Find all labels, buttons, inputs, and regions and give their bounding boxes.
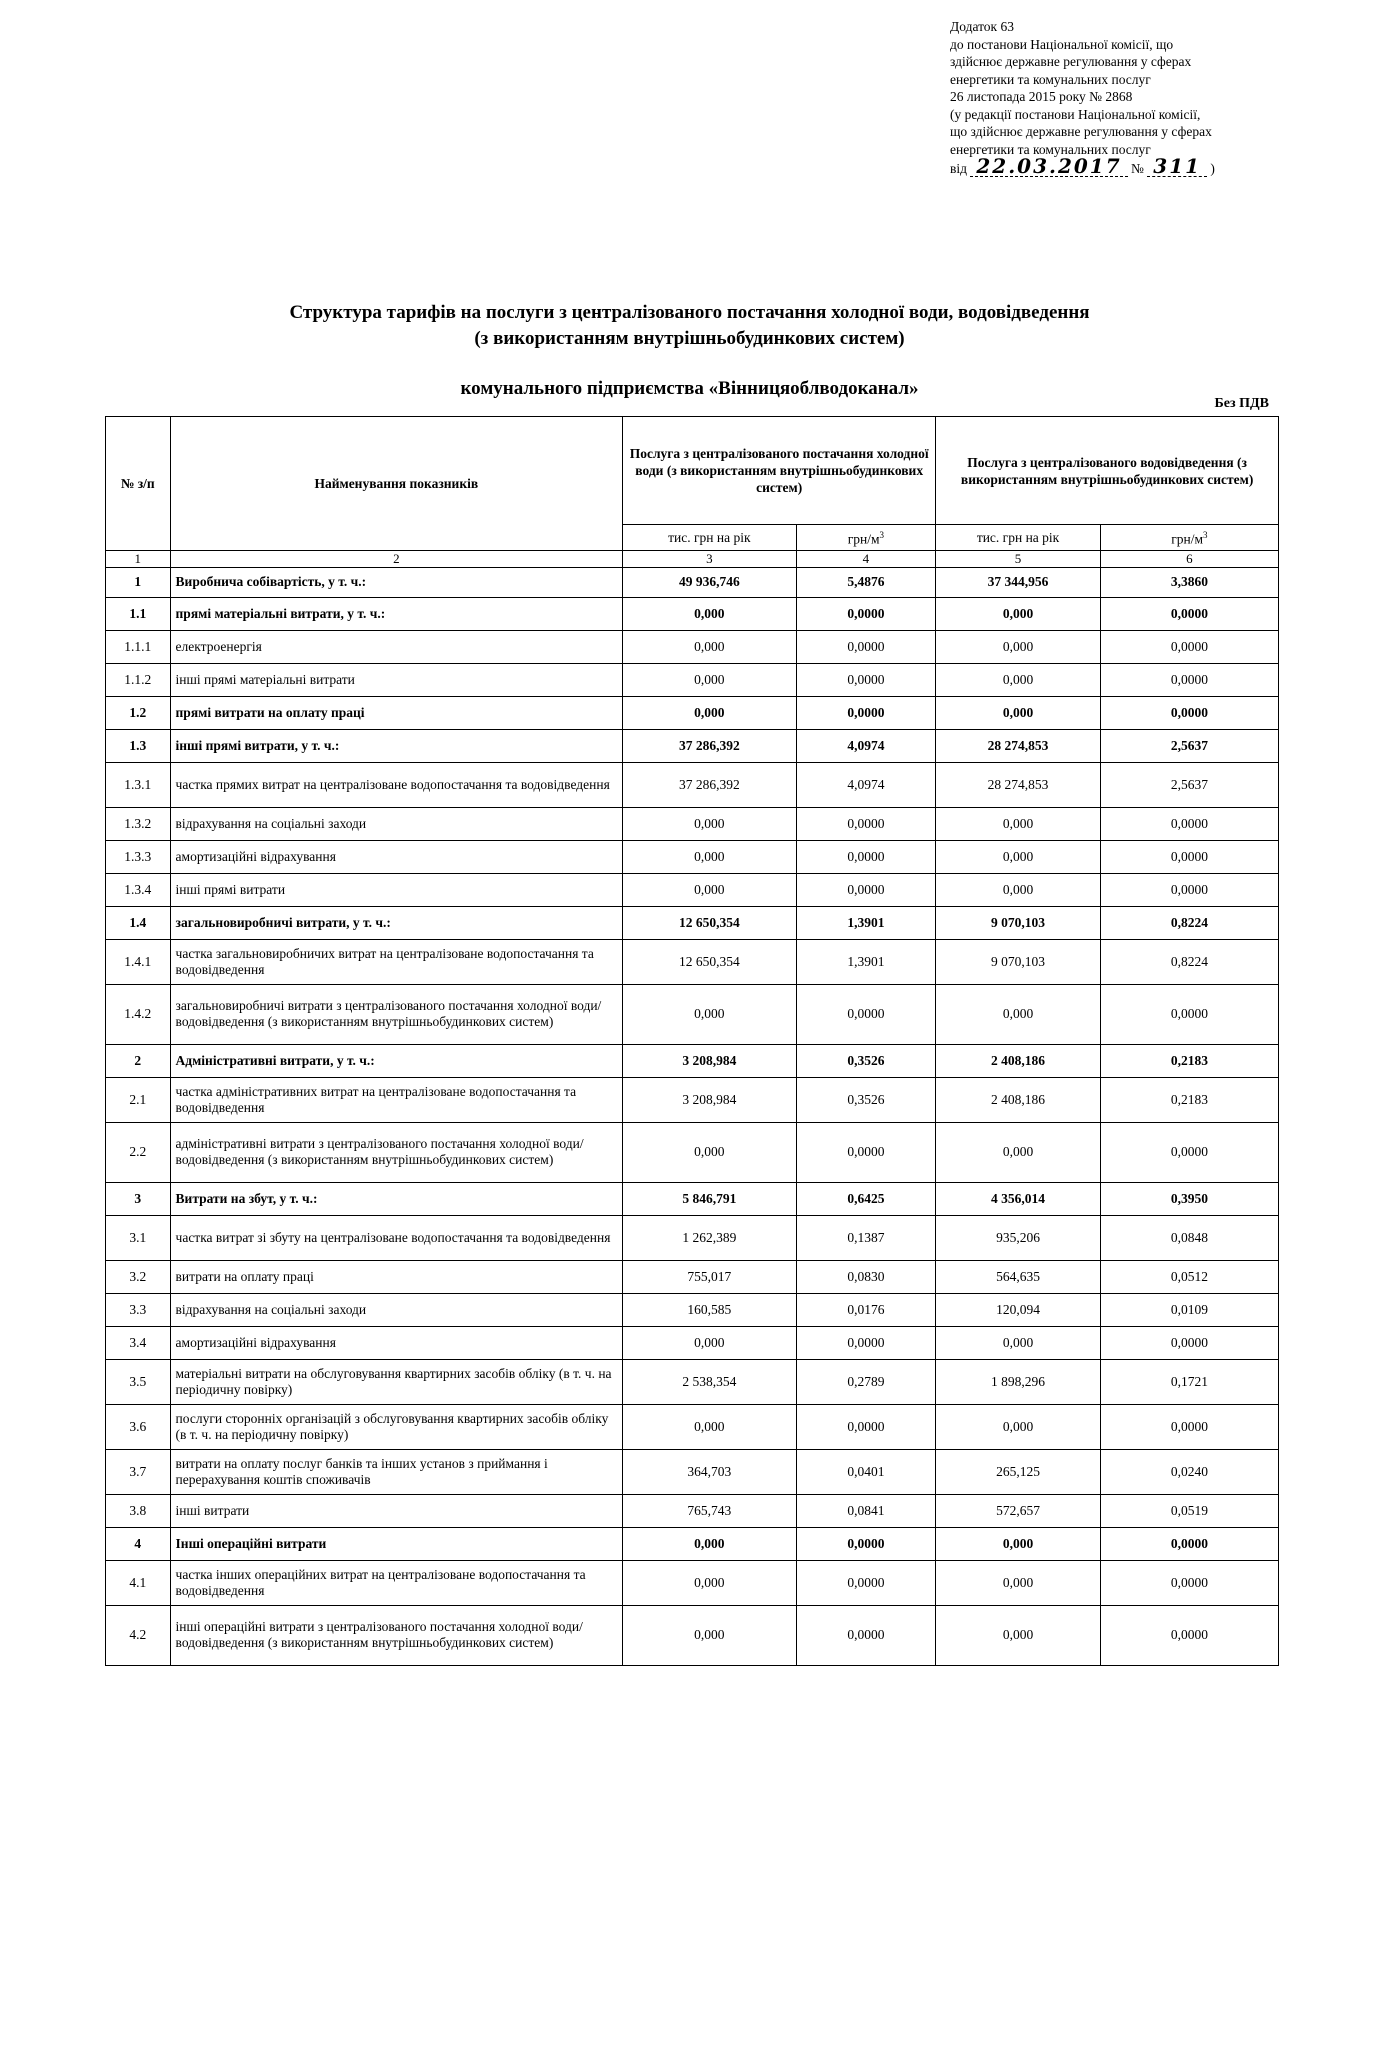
row-name: амортизаційні відрахування xyxy=(170,840,623,873)
row-water-per-m3: 0,0000 xyxy=(796,663,936,696)
row-name: Адміністративні витрати, у т. ч.: xyxy=(170,1044,623,1077)
row-drain-thousand: 0,000 xyxy=(936,1605,1100,1665)
row-water-per-m3: 0,0176 xyxy=(796,1293,936,1326)
row-name: частка інших операційних витрат на централізоване водопостачання та водовідведення xyxy=(170,1560,623,1605)
row-name: амортизаційні відрахування xyxy=(170,1326,623,1359)
row-water-thousand: 755,017 xyxy=(623,1260,796,1293)
number-prefix: № xyxy=(1131,161,1144,176)
row-name: частка адміністративних витрат на централізоване водопостачання та водовідведення xyxy=(170,1077,623,1122)
row-name: прямі матеріальні витрати, у т. ч.: xyxy=(170,597,623,630)
row-code: 3.8 xyxy=(106,1494,171,1527)
table-row xyxy=(106,630,1279,663)
row-drain-thousand: 0,000 xyxy=(936,984,1100,1044)
table-row xyxy=(106,1605,1279,1665)
row-code: 1.3.3 xyxy=(106,840,171,873)
table-row xyxy=(106,1182,1279,1215)
row-water-thousand: 37 286,392 xyxy=(623,729,796,762)
table-row xyxy=(106,906,1279,939)
vat-note: Без ПДВ xyxy=(1214,396,1269,411)
annex-note xyxy=(950,18,1270,178)
row-drain-per-m3: 0,0000 xyxy=(1100,1605,1278,1665)
row-water-thousand: 0,000 xyxy=(623,1527,796,1560)
row-code: 3.3 xyxy=(106,1293,171,1326)
row-code: 2 xyxy=(106,1044,171,1077)
annex-line: (у редакції постанови Національної комісії, xyxy=(950,106,1201,122)
row-water-per-m3: 0,1387 xyxy=(796,1215,936,1260)
row-drain-per-m3: 0,0512 xyxy=(1100,1260,1278,1293)
header-unit-thousand: тис. грн на рік xyxy=(623,525,796,551)
row-water-per-m3: 0,0401 xyxy=(796,1449,936,1494)
row-code: 1 xyxy=(106,567,171,597)
table-row xyxy=(106,762,1279,807)
row-drain-per-m3: 0,0519 xyxy=(1100,1494,1278,1527)
row-water-thousand: 0,000 xyxy=(623,1605,796,1665)
row-water-thousand: 12 650,354 xyxy=(623,939,796,984)
handwritten-date: 22.03.2017 xyxy=(970,158,1127,177)
row-drain-per-m3: 2,5637 xyxy=(1100,762,1278,807)
row-drain-per-m3: 0,8224 xyxy=(1100,939,1278,984)
unit-m3-sup: 3 xyxy=(879,530,885,540)
row-code: 3 xyxy=(106,1182,171,1215)
row-drain-per-m3: 0,8224 xyxy=(1100,906,1278,939)
row-water-per-m3: 1,3901 xyxy=(796,939,936,984)
row-water-thousand: 0,000 xyxy=(623,696,796,729)
table-row xyxy=(106,1077,1279,1122)
row-drain-thousand: 564,635 xyxy=(936,1260,1100,1293)
table-body xyxy=(106,567,1279,1665)
table-row xyxy=(106,729,1279,762)
row-water-thousand: 49 936,746 xyxy=(623,567,796,597)
annex-close: ) xyxy=(1210,161,1215,176)
row-drain-per-m3: 0,0000 xyxy=(1100,807,1278,840)
document-title-line2: (з використанням внутрішньобудинкових систем) xyxy=(474,328,905,349)
row-water-per-m3: 0,0830 xyxy=(796,1260,936,1293)
table-row xyxy=(106,1293,1279,1326)
row-code: 3.1 xyxy=(106,1215,171,1260)
row-water-per-m3: 0,0000 xyxy=(796,597,936,630)
row-water-thousand: 0,000 xyxy=(623,597,796,630)
row-drain-per-m3: 0,0000 xyxy=(1100,984,1278,1044)
row-water-thousand: 364,703 xyxy=(623,1449,796,1494)
header-water-service: Послуга з централізованого постачання холодної води (з використанням внутрішньобудинкових систем) xyxy=(623,417,936,525)
row-code: 1.2 xyxy=(106,696,171,729)
row-name: Виробнича собівартість, у т. ч.: xyxy=(170,567,623,597)
row-code: 1.1.1 xyxy=(106,630,171,663)
row-water-thousand: 0,000 xyxy=(623,840,796,873)
row-drain-thousand: 9 070,103 xyxy=(936,939,1100,984)
annex-line: до постанови Національної комісії, що xyxy=(950,36,1174,52)
annex-line: 26 листопада 2015 року № 2868 xyxy=(950,89,1133,104)
row-drain-thousand: 120,094 xyxy=(936,1293,1100,1326)
row-water-thousand: 2 538,354 xyxy=(623,1359,796,1404)
row-water-per-m3: 1,3901 xyxy=(796,906,936,939)
row-drain-per-m3: 0,2183 xyxy=(1100,1077,1278,1122)
row-name: інші прямі витрати xyxy=(170,873,623,906)
enterprise-name: комунального підприємства «Вінницяоблводоканал» xyxy=(460,378,919,399)
date-prefix: від xyxy=(950,161,967,176)
row-code: 1.4.2 xyxy=(106,984,171,1044)
row-drain-per-m3: 0,0000 xyxy=(1100,873,1278,906)
header-no: № з/п xyxy=(106,417,171,551)
row-drain-per-m3: 0,0000 xyxy=(1100,840,1278,873)
column-number: 3 xyxy=(623,550,796,567)
header-unit-thousand: тис. грн на рік xyxy=(936,525,1100,551)
header-unit-m3 xyxy=(1100,525,1278,551)
row-drain-per-m3: 0,0000 xyxy=(1100,696,1278,729)
row-water-per-m3: 0,3526 xyxy=(796,1044,936,1077)
row-water-per-m3: 0,0000 xyxy=(796,1404,936,1449)
row-drain-thousand: 0,000 xyxy=(936,1560,1100,1605)
row-water-thousand: 0,000 xyxy=(623,630,796,663)
annex-line: Додаток 63 xyxy=(950,19,1014,34)
unit-m3-sup: 3 xyxy=(1203,530,1208,540)
table-row xyxy=(106,1044,1279,1077)
row-water-thousand: 765,743 xyxy=(623,1494,796,1527)
column-number-row xyxy=(106,550,1279,567)
row-code: 2.1 xyxy=(106,1077,171,1122)
row-drain-thousand: 28 274,853 xyxy=(936,762,1100,807)
table-row xyxy=(106,1527,1279,1560)
row-code: 3.2 xyxy=(106,1260,171,1293)
row-code: 1.4.1 xyxy=(106,939,171,984)
row-drain-per-m3: 0,0240 xyxy=(1100,1449,1278,1494)
row-drain-thousand: 265,125 xyxy=(936,1449,1100,1494)
row-drain-thousand: 0,000 xyxy=(936,663,1100,696)
row-water-thousand: 0,000 xyxy=(623,1560,796,1605)
row-water-thousand: 0,000 xyxy=(623,1122,796,1182)
row-water-per-m3: 0,0000 xyxy=(796,840,936,873)
row-code: 3.5 xyxy=(106,1359,171,1404)
annex-line: енергетики та комунальних послуг xyxy=(950,141,1151,157)
table-row xyxy=(106,1260,1279,1293)
row-drain-per-m3: 0,1721 xyxy=(1100,1359,1278,1404)
row-drain-thousand: 1 898,296 xyxy=(936,1359,1100,1404)
row-water-per-m3: 0,0000 xyxy=(796,873,936,906)
table-row xyxy=(106,1122,1279,1182)
row-name: загальновиробничі витрати з централізованого постачання холодної води/водовідведення (з використанням внутрішньобудинкових систем) xyxy=(170,984,623,1044)
row-drain-per-m3: 3,3860 xyxy=(1100,567,1278,597)
row-water-per-m3: 0,6425 xyxy=(796,1182,936,1215)
row-name: інші прямі витрати, у т. ч.: xyxy=(170,729,623,762)
table-row xyxy=(106,807,1279,840)
table-row xyxy=(106,984,1279,1044)
row-drain-thousand: 0,000 xyxy=(936,1326,1100,1359)
row-water-thousand: 37 286,392 xyxy=(623,762,796,807)
row-water-thousand: 160,585 xyxy=(623,1293,796,1326)
row-name: послуги сторонніх організацій з обслуговування квартирних засобів обліку (в т. ч. на періодичну повірку) xyxy=(170,1404,623,1449)
row-name: частка прямих витрат на централізоване водопостачання та водовідведення xyxy=(170,762,623,807)
row-water-thousand: 3 208,984 xyxy=(623,1077,796,1122)
row-name: Витрати на збут, у т. ч.: xyxy=(170,1182,623,1215)
column-number: 1 xyxy=(106,550,171,567)
annex-line: енергетики та комунальних послуг xyxy=(950,71,1151,87)
row-drain-thousand: 4 356,014 xyxy=(936,1182,1100,1215)
row-drain-per-m3: 0,0000 xyxy=(1100,1560,1278,1605)
table-row xyxy=(106,597,1279,630)
table-row xyxy=(106,1215,1279,1260)
row-drain-per-m3: 0,0000 xyxy=(1100,1122,1278,1182)
column-number: 6 xyxy=(1100,550,1278,567)
row-drain-thousand: 37 344,956 xyxy=(936,567,1100,597)
row-water-per-m3: 0,0000 xyxy=(796,1560,936,1605)
row-drain-thousand: 0,000 xyxy=(936,1404,1100,1449)
row-name: витрати на оплату праці xyxy=(170,1260,623,1293)
row-drain-thousand: 0,000 xyxy=(936,597,1100,630)
row-code: 3.6 xyxy=(106,1404,171,1449)
column-number: 4 xyxy=(796,550,936,567)
row-code: 1.4 xyxy=(106,906,171,939)
row-drain-per-m3: 0,0848 xyxy=(1100,1215,1278,1260)
row-drain-thousand: 0,000 xyxy=(936,1122,1100,1182)
row-code: 1.3.1 xyxy=(106,762,171,807)
row-name: електроенергія xyxy=(170,630,623,663)
row-drain-per-m3: 0,0000 xyxy=(1100,630,1278,663)
table-row xyxy=(106,696,1279,729)
row-water-per-m3: 0,0000 xyxy=(796,1326,936,1359)
row-code: 4.1 xyxy=(106,1560,171,1605)
column-number: 5 xyxy=(936,550,1100,567)
table-row xyxy=(106,1359,1279,1404)
header-unit-m3 xyxy=(796,525,936,551)
row-code: 1.3 xyxy=(106,729,171,762)
row-water-thousand: 0,000 xyxy=(623,984,796,1044)
row-name: прямі витрати на оплату праці xyxy=(170,696,623,729)
row-drain-thousand: 9 070,103 xyxy=(936,906,1100,939)
row-water-per-m3: 0,0000 xyxy=(796,807,936,840)
header-name: Найменування показників xyxy=(170,417,623,551)
row-water-thousand: 0,000 xyxy=(623,873,796,906)
row-name: матеріальні витрати на обслуговування квартирних засобів обліку (в т. ч. на періодичну повірку) xyxy=(170,1359,623,1404)
row-name: загальновиробничі витрати, у т. ч.: xyxy=(170,906,623,939)
unit-m3-text: грн/м xyxy=(847,531,880,547)
row-drain-per-m3: 0,3950 xyxy=(1100,1182,1278,1215)
table-row xyxy=(106,1494,1279,1527)
table-row xyxy=(106,1560,1279,1605)
row-name: інші операційні витрати з централізованого постачання холодної води/водовідведення (з використанням внутрішньобудинкових систем) xyxy=(170,1605,623,1665)
handwritten-number: 311 xyxy=(1147,158,1207,177)
row-water-per-m3: 0,0000 xyxy=(796,630,936,663)
row-code: 3.4 xyxy=(106,1326,171,1359)
row-water-thousand: 0,000 xyxy=(623,1404,796,1449)
row-drain-thousand: 935,206 xyxy=(936,1215,1100,1260)
row-drain-per-m3: 0,0000 xyxy=(1100,663,1278,696)
row-name: відрахування на соціальні заходи xyxy=(170,807,623,840)
row-code: 1.1 xyxy=(106,597,171,630)
table-row xyxy=(106,567,1279,597)
row-name: Інші операційні витрати xyxy=(170,1527,623,1560)
row-water-thousand: 0,000 xyxy=(623,807,796,840)
row-name: відрахування на соціальні заходи xyxy=(170,1293,623,1326)
document-title-block xyxy=(0,300,1379,402)
row-drain-per-m3: 0,0000 xyxy=(1100,1326,1278,1359)
header-drain-service: Послуга з централізованого водовідведення (з використанням внутрішньобудинкових систем) xyxy=(936,417,1279,525)
row-drain-thousand: 0,000 xyxy=(936,696,1100,729)
row-code: 4 xyxy=(106,1527,171,1560)
row-water-per-m3: 0,0000 xyxy=(796,1122,936,1182)
row-name: інші прямі матеріальні витрати xyxy=(170,663,623,696)
row-name: інші витрати xyxy=(170,1494,623,1527)
row-code: 2.2 xyxy=(106,1122,171,1182)
row-drain-per-m3: 0,0109 xyxy=(1100,1293,1278,1326)
annex-date-line xyxy=(950,154,1270,178)
row-drain-thousand: 0,000 xyxy=(936,873,1100,906)
tariff-structure-table xyxy=(105,416,1279,1666)
row-water-per-m3: 4,0974 xyxy=(796,729,936,762)
row-water-per-m3: 0,0000 xyxy=(796,1527,936,1560)
row-water-per-m3: 5,4876 xyxy=(796,567,936,597)
row-code: 1.3.4 xyxy=(106,873,171,906)
document-title-line1: Структура тарифів на послуги з централізованого постачання холодної води, водовідведення xyxy=(289,302,1090,323)
row-water-thousand: 5 846,791 xyxy=(623,1182,796,1215)
row-water-per-m3: 0,0841 xyxy=(796,1494,936,1527)
row-water-thousand: 1 262,389 xyxy=(623,1215,796,1260)
row-drain-thousand: 0,000 xyxy=(936,630,1100,663)
row-drain-thousand: 2 408,186 xyxy=(936,1077,1100,1122)
table-row xyxy=(106,1326,1279,1359)
table-row xyxy=(106,939,1279,984)
row-drain-per-m3: 0,0000 xyxy=(1100,1527,1278,1560)
row-drain-per-m3: 0,2183 xyxy=(1100,1044,1278,1077)
row-drain-thousand: 28 274,853 xyxy=(936,729,1100,762)
row-name: адміністративні витрати з централізованого постачання холодної води/водовідведення (з використанням внутрішньобудинкових систем) xyxy=(170,1122,623,1182)
row-drain-per-m3: 0,0000 xyxy=(1100,597,1278,630)
annex-line: здійснює державне регулювання у сферах xyxy=(950,54,1192,69)
row-drain-thousand: 2 408,186 xyxy=(936,1044,1100,1077)
row-water-thousand: 0,000 xyxy=(623,1326,796,1359)
row-water-per-m3: 0,0000 xyxy=(796,984,936,1044)
row-water-per-m3: 0,0000 xyxy=(796,696,936,729)
column-number: 2 xyxy=(170,550,623,567)
row-water-per-m3: 0,2789 xyxy=(796,1359,936,1404)
unit-m3-text: грн/м xyxy=(1171,531,1204,547)
row-water-thousand: 12 650,354 xyxy=(623,906,796,939)
row-name: частка витрат зі збуту на централізоване водопостачання та водовідведення xyxy=(170,1215,623,1260)
row-drain-thousand: 0,000 xyxy=(936,807,1100,840)
table-row xyxy=(106,1404,1279,1449)
row-name: частка загальновиробничих витрат на централізоване водопостачання та водовідведення xyxy=(170,939,623,984)
row-code: 4.2 xyxy=(106,1605,171,1665)
row-water-thousand: 3 208,984 xyxy=(623,1044,796,1077)
row-water-per-m3: 0,0000 xyxy=(796,1605,936,1665)
annex-line: що здійснює державне регулювання у сферах xyxy=(950,124,1212,139)
row-name: витрати на оплату послуг банків та інших установ з приймання і перерахування коштів споживачів xyxy=(170,1449,623,1494)
row-drain-thousand: 0,000 xyxy=(936,1527,1100,1560)
row-water-thousand: 0,000 xyxy=(623,663,796,696)
table-row xyxy=(106,663,1279,696)
row-water-per-m3: 4,0974 xyxy=(796,762,936,807)
row-drain-per-m3: 0,0000 xyxy=(1100,1404,1278,1449)
row-code: 3.7 xyxy=(106,1449,171,1494)
row-drain-per-m3: 2,5637 xyxy=(1100,729,1278,762)
table-row xyxy=(106,1449,1279,1494)
table-row xyxy=(106,840,1279,873)
row-water-per-m3: 0,3526 xyxy=(796,1077,936,1122)
row-drain-thousand: 572,657 xyxy=(936,1494,1100,1527)
row-drain-thousand: 0,000 xyxy=(936,840,1100,873)
row-code: 1.1.2 xyxy=(106,663,171,696)
row-code: 1.3.2 xyxy=(106,807,171,840)
table-row xyxy=(106,873,1279,906)
